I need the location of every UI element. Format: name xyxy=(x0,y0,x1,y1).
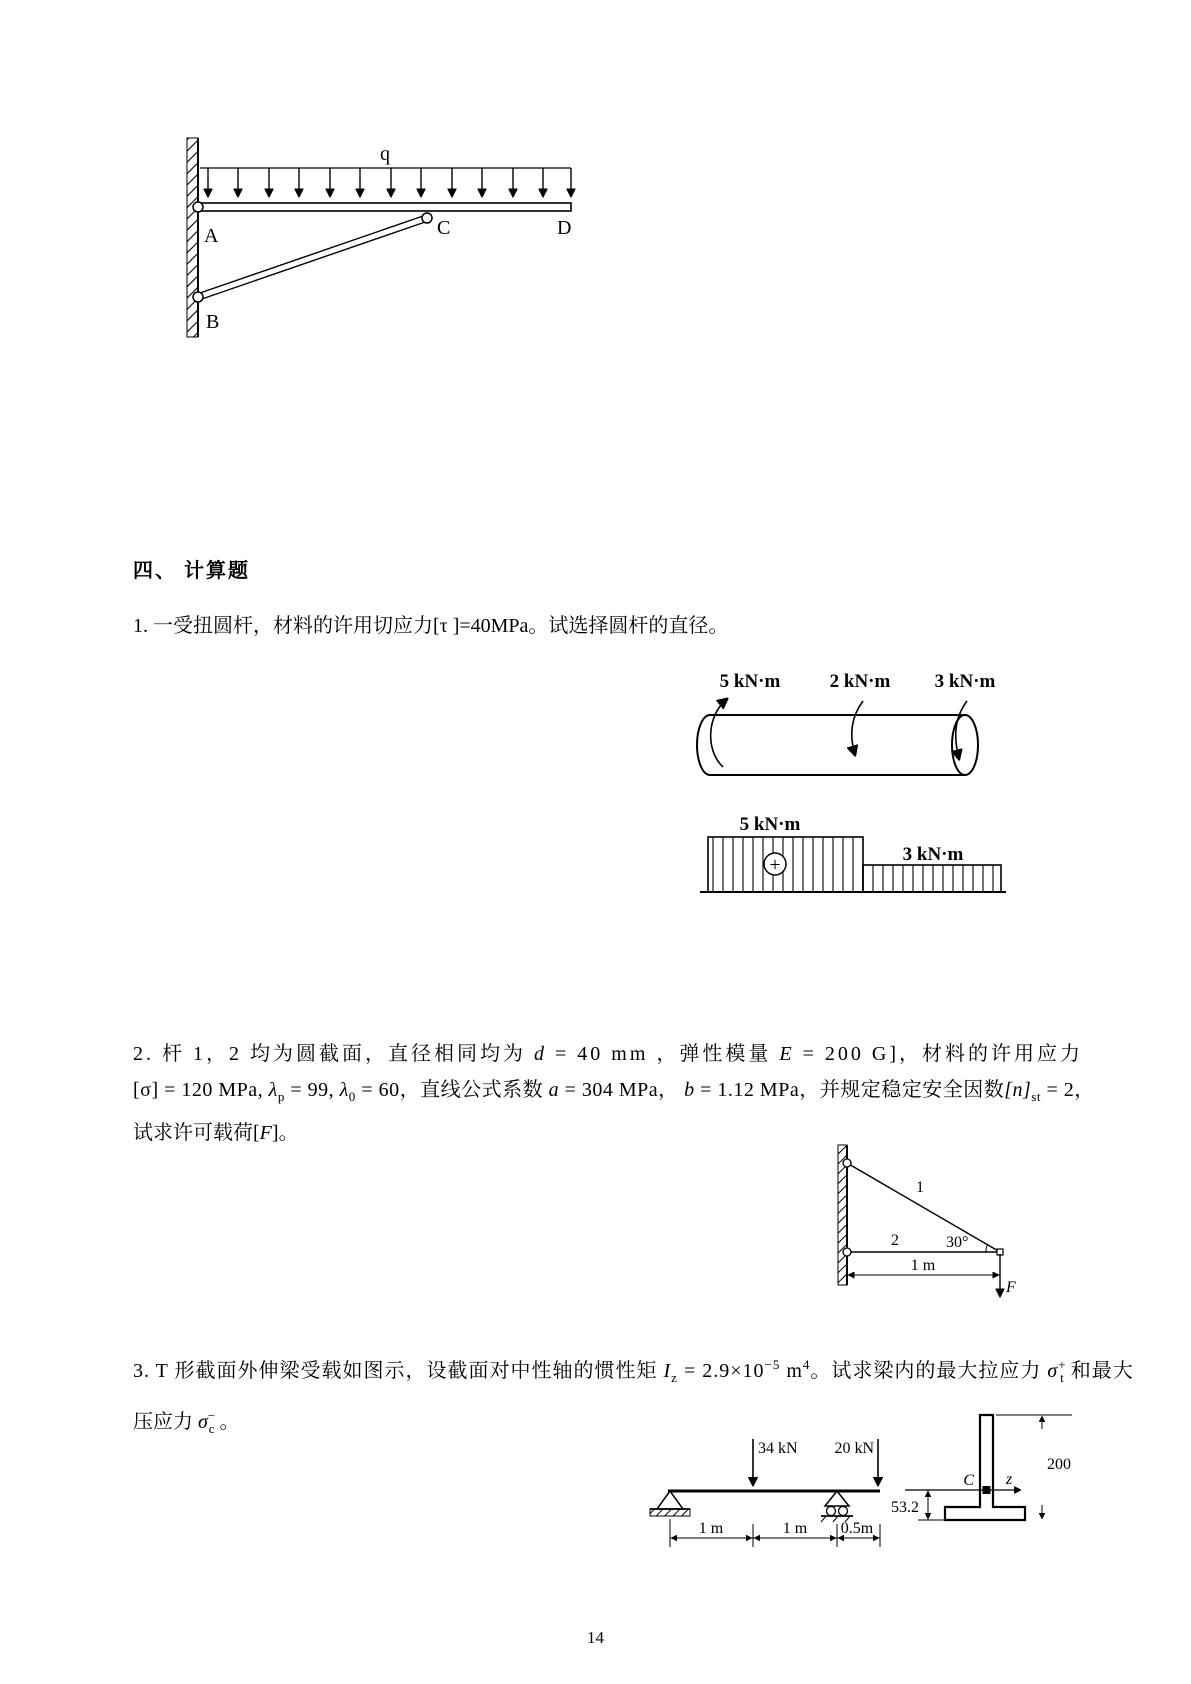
problem2-line1 xyxy=(133,1036,1095,1072)
text-segment: ，弹性模量 xyxy=(648,1043,780,1065)
text-segment: −5 xyxy=(764,1357,781,1372)
distributed-load-arrows xyxy=(208,168,571,196)
centroid-dot xyxy=(983,1487,990,1494)
page-number: 14 xyxy=(587,1628,604,1647)
pin-b xyxy=(193,292,203,302)
text-segment: 0 xyxy=(348,1089,356,1104)
text-segment: 3. T 形截面外伸梁受载如图示，设截面对中性轴的惯性矩 xyxy=(133,1360,664,1382)
text-segment: b xyxy=(684,1079,695,1101)
text-segment: λ xyxy=(339,1079,349,1101)
text-segment: 。 xyxy=(214,1411,240,1433)
angle-label: 30° xyxy=(946,1234,969,1251)
torque-diagram-right-label: 3 kN·m xyxy=(902,844,964,865)
member-1 xyxy=(847,1163,1000,1252)
text-segment: = 200 G] xyxy=(794,1043,900,1065)
text-segment: [n] xyxy=(1004,1079,1032,1101)
text-segment: + xyxy=(1058,1357,1067,1372)
torque-label-left: 5 kN·m xyxy=(719,671,781,692)
torque-label-right: 3 kN·m xyxy=(934,671,996,692)
node-label-d: D xyxy=(557,217,572,239)
text-segment: 。 xyxy=(278,1122,299,1144)
text-segment: E xyxy=(779,1043,795,1065)
text-segment: z xyxy=(671,1370,678,1385)
distributed-load xyxy=(200,168,571,196)
text-segment: c xyxy=(208,1421,215,1436)
text-segment: ， xyxy=(1074,1079,1095,1101)
load-label-q: q xyxy=(380,143,390,165)
angle-arc xyxy=(986,1244,988,1252)
text-segment: ，直线公式系数 xyxy=(399,1079,549,1101)
figure-shaft-torques xyxy=(665,655,1005,790)
text-segment: d xyxy=(534,1043,547,1065)
text-segment: 4 xyxy=(802,1357,811,1372)
text-segment: p xyxy=(277,1089,285,1104)
centroid-label: C xyxy=(963,1472,974,1489)
problem2-text xyxy=(133,1036,1095,1151)
member1-label: 1 xyxy=(916,1179,924,1196)
load2-label: 20 kN xyxy=(834,1440,874,1457)
shaft-body xyxy=(697,715,978,775)
text-segment: = 304 MPa xyxy=(559,1079,659,1101)
text-segment: − xyxy=(207,1408,216,1423)
torque-label-mid: 2 kN·m xyxy=(829,671,891,692)
text-segment: 2. 杆 1，2 均为圆截面，直径相同均为 xyxy=(133,1043,534,1065)
pin-c xyxy=(422,213,432,223)
node-label-c: C xyxy=(437,217,451,239)
problem3-line1 xyxy=(133,1346,1134,1397)
node-label-a: A xyxy=(204,225,219,247)
text-segment: m xyxy=(780,1360,803,1382)
dim2-label: 1 m xyxy=(782,1520,808,1537)
text-segment: ，并规定稳定安全因数 xyxy=(799,1079,1005,1101)
problem1-text: 1. 一受扭圆杆，材料的许用切应力[τ ]=40MPa。试选择圆杆的直径。 xyxy=(133,615,729,637)
roller-support xyxy=(821,1491,853,1522)
offset-dimension xyxy=(918,1490,945,1520)
text-segment: [σ] = 120 MPa, xyxy=(133,1079,269,1101)
text-segment: F xyxy=(259,1122,272,1144)
text-segment: 和最大 xyxy=(1064,1360,1134,1382)
dim1-label: 1 m xyxy=(698,1520,724,1537)
span-label: 1 m xyxy=(910,1257,936,1274)
text-segment: I xyxy=(663,1360,672,1382)
text-segment: [ xyxy=(253,1122,260,1144)
text-segment: λ xyxy=(268,1079,278,1101)
figure-bracket-beam xyxy=(160,130,600,350)
text-segment: 压应力 xyxy=(133,1411,198,1433)
node-label-b: B xyxy=(206,311,220,333)
force-label: F xyxy=(1006,1279,1016,1296)
torque-block-right xyxy=(863,865,1001,892)
dim3-label: 0.5m xyxy=(840,1520,874,1537)
sign-plus: + xyxy=(769,854,781,876)
text-segment: 试求许可载荷 xyxy=(133,1122,253,1144)
pin-bottom xyxy=(843,1248,851,1256)
text-segment: 。试求梁内的最大拉应力 xyxy=(810,1360,1048,1382)
pin-support xyxy=(650,1491,690,1516)
figure-torque-diagram xyxy=(668,792,1013,907)
torque-arrows xyxy=(711,699,967,767)
text-segment: ] xyxy=(271,1122,279,1144)
text-segment: a xyxy=(548,1079,560,1101)
offset-label: 53.2 xyxy=(891,1499,919,1516)
problem2-line2 xyxy=(133,1072,1095,1115)
strut-bc xyxy=(197,215,428,300)
figure-truss xyxy=(780,1140,1040,1325)
text-segment: σ xyxy=(1047,1360,1059,1382)
section-heading: 四、 计算题 xyxy=(133,560,250,582)
height-label: 200 xyxy=(1047,1456,1071,1473)
text-segment: = 40 mm xyxy=(547,1043,649,1065)
text-segment: = 99, xyxy=(284,1079,340,1101)
pin-a xyxy=(193,202,203,212)
beam xyxy=(198,203,571,211)
text-segment: ， xyxy=(658,1079,685,1101)
text-segment: ，材料的许用应力 xyxy=(899,1043,1084,1065)
pin-top xyxy=(843,1159,851,1167)
text-segment: = 1.12 MPa xyxy=(694,1079,800,1101)
text-segment: σ xyxy=(198,1411,208,1433)
figure-beam-loads xyxy=(600,1425,930,1555)
load1-label: 34 kN xyxy=(758,1440,798,1457)
text-segment: = 60 xyxy=(355,1079,400,1101)
t-section-outline xyxy=(945,1415,1025,1520)
wall xyxy=(187,138,198,337)
text-segment: = 2.9×10 xyxy=(677,1360,765,1382)
member2-label: 2 xyxy=(891,1232,899,1249)
text-segment: = 2 xyxy=(1040,1079,1075,1101)
text-segment: st xyxy=(1031,1089,1041,1104)
figure-t-section xyxy=(890,1395,1090,1585)
z-axis-label: z xyxy=(1006,1471,1013,1488)
text-segment: t xyxy=(1060,1370,1065,1385)
torque-diagram-left-label: 5 kN·m xyxy=(739,814,801,835)
